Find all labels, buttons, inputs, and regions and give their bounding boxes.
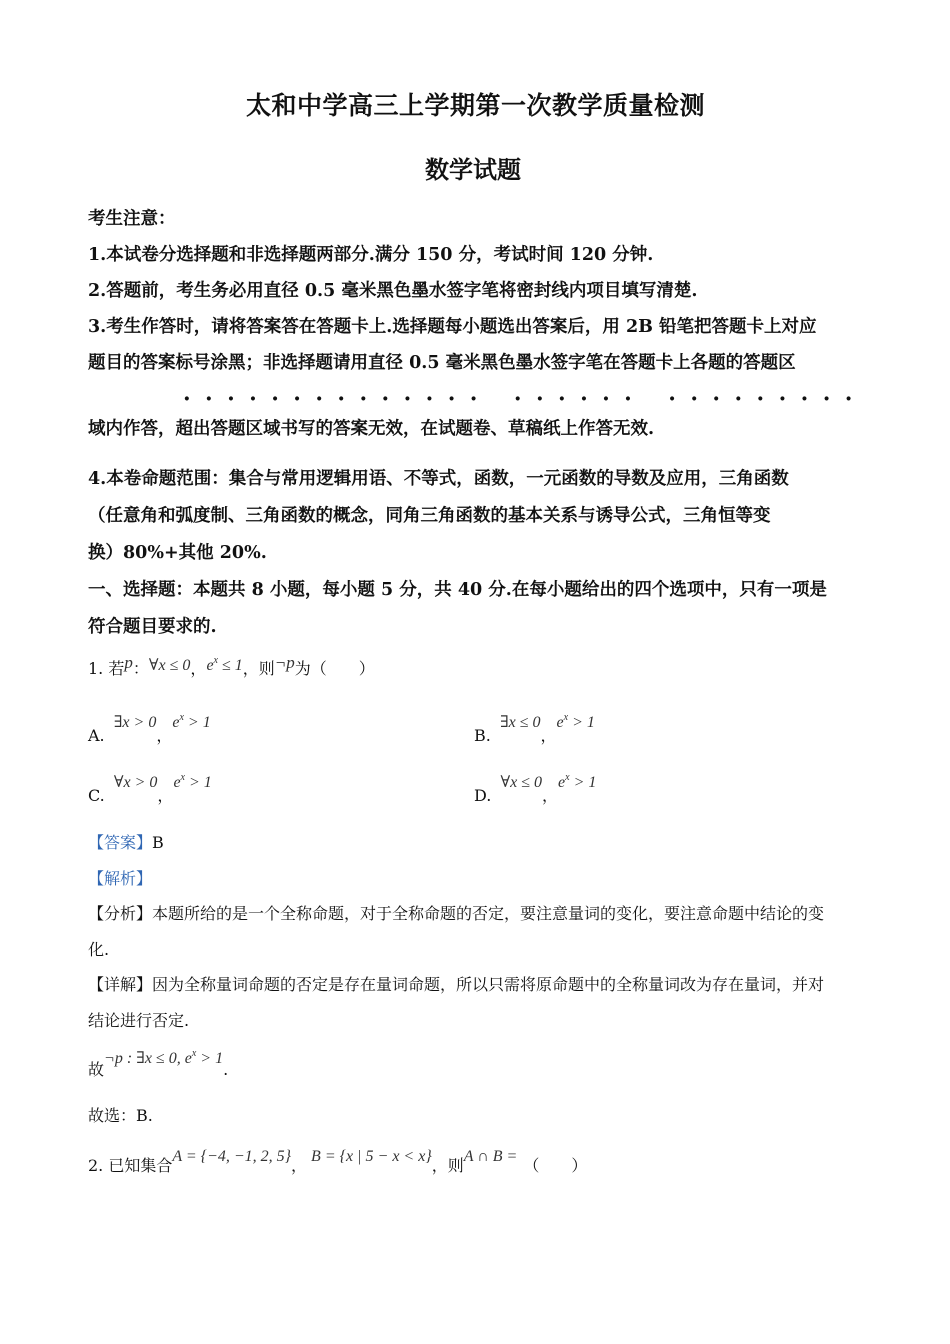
analysis-tag: 【解析】 bbox=[88, 869, 153, 888]
notice-item-3-line-2: 题目的答案标号涂黑；非选择题请用直径 0.5 毫米黑色墨水签字笔在答题卡上各题的答题区 bbox=[88, 353, 796, 373]
answer-line bbox=[88, 830, 164, 853]
notice-item-4-line-1: 4.本卷命题范围：集合与常用逻辑用语、不等式，函数，一元函数的导数及应用，三角函数 bbox=[88, 469, 789, 489]
detail-text-line-2: 结论进行否定. bbox=[88, 1011, 190, 1030]
notice-item-2: 2.答题前，考生务必用直径 0.5 毫米黑色墨水签字笔将密封线内项目填写清楚. bbox=[88, 281, 698, 301]
question-1: 1. 若p：∀x ≤ 0，$e^x \le 1$，则¬p为（ ） bbox=[88, 653, 375, 678]
answer-tag: 【答案】 bbox=[88, 833, 153, 852]
answer-value: B bbox=[152, 833, 164, 852]
page-subtitle: 数学试题 bbox=[425, 155, 521, 184]
option-d[interactable]: D. ∀x ≤ 0，$e^x > 1$ bbox=[474, 772, 597, 805]
notice-item-4-line-2: （任意角和弧度制、三角函数的概念，同角三角函数的基本关系与诱导公式，三角恒等变 bbox=[88, 506, 771, 526]
analysis-text-line-1: 【分析】本题所给的是一个全称命题，对于全称命题的否定，要注意量词的变化，要注意命题中结论的变 bbox=[88, 904, 825, 923]
option-a[interactable]: A. ∃x > 0，$e^x > 1$ bbox=[88, 712, 211, 745]
option-b[interactable]: B. ∃x ≤ 0，$e^x > 1$ bbox=[474, 712, 595, 745]
conclusion-line: 故¬p : ∃x ≤ 0, $e^x > 1$. bbox=[88, 1048, 229, 1079]
page-title: 太和中学高三上学期第一次教学质量检测 bbox=[246, 91, 706, 120]
option-c[interactable]: C. ∀x > 0，$e^x > 1$ bbox=[88, 772, 212, 805]
notice-item-3-line-3: 域内作答，超出答题区域书写的答案无效，在试题卷、草稿纸上作答无效. bbox=[88, 419, 655, 439]
analysis-text-line-2: 化. bbox=[88, 940, 110, 959]
notice-item-4-line-3: 换）80%+其他 20%. bbox=[88, 543, 267, 563]
notice-item-3-line-1: 3.考生作答时，请将答案答在答题卡上.选择题每小题选出答案后，用 2B 铅笔把答题卡上对应 bbox=[88, 317, 817, 337]
notice-heading: 考生注意： bbox=[88, 209, 176, 229]
section-1-heading: 一、选择题：本题共 8 小题，每小题 5 分，共 40 分.在每小题给出的四个选项中，只有一项是 bbox=[88, 580, 827, 600]
detail-text-line-1: 【详解】因为全称量词命题的否定是存在量词命题，所以只需将原命题中的全称量词改为存在量词，并对 bbox=[88, 975, 825, 994]
question-2: 2. 已知集合A = {−4, −1, 2, 5}， B = {x | 5 − x < x}，则A ∩ B = （ ） bbox=[88, 1148, 588, 1175]
notice-item-1: 1.本试卷分选择题和非选择题两部分.满分 150 分，考试时间 120 分钟. bbox=[88, 245, 654, 265]
emphasis-dots: ·············· ······ ········· bbox=[183, 386, 867, 412]
choose-line: 故选：B. bbox=[88, 1106, 153, 1125]
section-1-heading-line-2: 符合题目要求的. bbox=[88, 617, 217, 637]
